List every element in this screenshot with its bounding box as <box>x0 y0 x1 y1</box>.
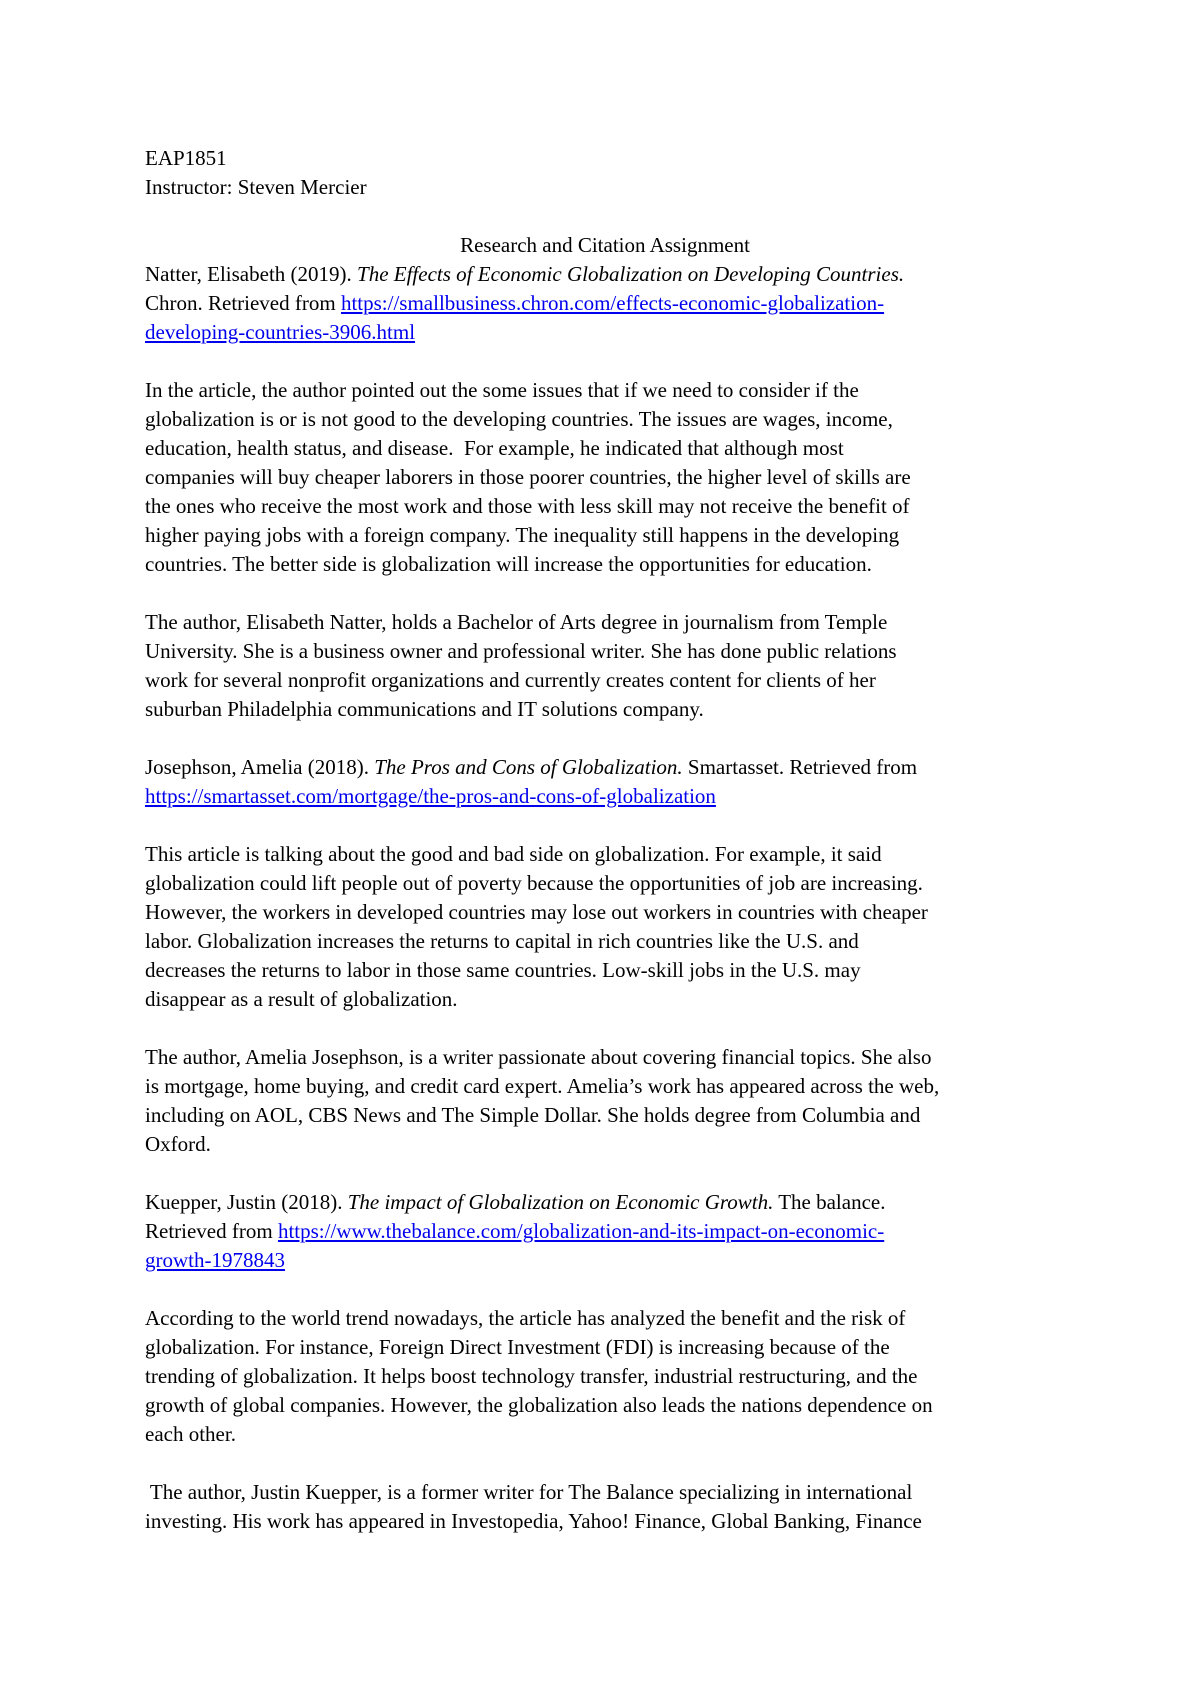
citation-2-line-1: Josephson, Amelia (2018). The Pros and Cons of Globalization. Smartasset. Retrieved from <box>145 755 918 779</box>
instructor-name: Instructor: Steven Mercier <box>145 175 367 199</box>
citation-2-article-title: The Pros and Cons of Globalization. <box>374 755 683 779</box>
citation-3-line-3 <box>145 1246 1065 1275</box>
summary-3-paragraph: According to the world trend nowadays, the article has analyzed the benefit and the risk of globalization. For instance, Foreign Direct Investment (FDI) is increasing because of the trending of globalization. It helps boost technology transfer, industrial restructuring, and the growth of global companies. However, the globalization also leads the nations dependence on each other. <box>145 1306 933 1446</box>
citation-2-link[interactable]: https://smartasset.com/mortgage/the-pros-and-cons-of-globalization <box>145 784 716 808</box>
citation-2-line-2 <box>145 782 1065 811</box>
citation-3-article-title: The impact of Globalization on Economic Growth. <box>347 1190 774 1214</box>
citation-3-line-2: Retrieved from https://www.thebalance.com/globalization-and-its-impact-on-economic- <box>145 1219 885 1243</box>
citation-3-link-continued[interactable]: growth-1978843 <box>145 1248 285 1272</box>
citation-1-link-continued[interactable]: developing-countries-3906.html <box>145 320 416 344</box>
author-3-paragraph: The author, Justin Kuepper, is a former writer for The Balance specializing in international investing. His work has appeared in Investopedia, Yahoo! Finance, Global Banking, Finance <box>145 1480 922 1533</box>
citation-1-link[interactable]: https://smallbusiness.chron.com/effects-economic-globalization- <box>340 291 885 315</box>
document-body <box>145 144 1065 1536</box>
summary-1-paragraph: In the article, the author pointed out the some issues that if we need to consider if the globalization is or is not good to the developing countries. The issues are wages, income, education, health status, and disease. For example, he indicated that although most companies will buy cheaper laborers in those poorer countries, the higher level of skills are the ones who receive the most work and those with less skill may not receive the benefit of higher paying jobs with a foreign company. The inequality still happens in the developing countries. The better side is globalization will increase the opportunities for education. <box>145 378 911 576</box>
summary-2-paragraph: This article is talking about the good and bad side on globalization. For example, it said globalization could lift people out of poverty because the opportunities of job are increasing. However, the workers in developed countries may lose out workers in countries with cheaper labor. Globalization increases the returns to capital in rich countries like the U.S. and decreases the returns to labor in those same countries. Low-skill jobs in the U.S. may disappear as a result of globalization. <box>145 842 928 1011</box>
citation-1-line-1: Natter, Elisabeth (2019). The Effects of Economic Globalization on Developing Countries. <box>145 262 905 286</box>
citation-1-line-2: Chron. Retrieved from https://smallbusiness.chron.com/effects-economic-globalization- <box>145 291 885 315</box>
author-2-paragraph: The author, Amelia Josephson, is a writer passionate about covering financial topics. She also is mortgage, home buying, and credit card expert. Amelia’s work has appeared across the web, including on AOL, CBS News and The Simple Dollar. She holds degree from Columbia and Oxford. <box>145 1045 940 1156</box>
citation-1-article-title: The Effects of Economic Globalization on Developing Countries. <box>357 262 905 286</box>
citation-3-line-1: Kuepper, Justin (2018). The impact of Globalization on Economic Growth. The balance. <box>145 1190 886 1214</box>
document-title: Research and Citation Assignment <box>460 233 750 257</box>
citation-1-line-3 <box>145 318 1065 347</box>
citation-3-link[interactable]: https://www.thebalance.com/globalization-and-its-impact-on-economic- <box>277 1219 885 1243</box>
course-code: EAP1851 <box>145 146 227 170</box>
author-1-paragraph: The author, Elisabeth Natter, holds a Bachelor of Arts degree in journalism from Temple University. She is a business owner and professional writer. She has done public relations work for several nonprofit organizations and currently creates content for clients of her suburban Philadelphia communications and IT solutions company. <box>145 610 897 721</box>
